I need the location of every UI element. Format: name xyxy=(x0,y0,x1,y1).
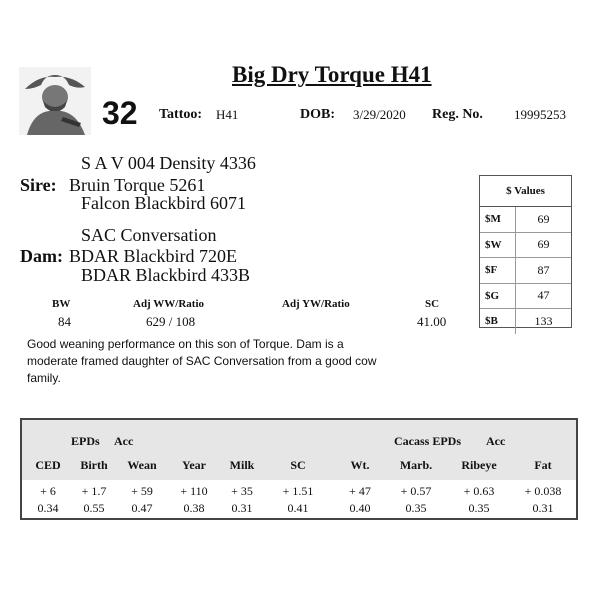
epd-column-header: SC xyxy=(290,458,306,472)
epd-value: + 1.7 xyxy=(81,484,107,498)
sire-sire: S A V 004 Density 4336 xyxy=(81,153,256,173)
epds-acc-label: Acc xyxy=(114,434,134,448)
dollar-value-name: $W xyxy=(480,233,516,258)
epd-value: + 6 xyxy=(40,484,56,498)
epd-accuracy: 0.34 xyxy=(37,501,59,515)
epd-column-header: Marb. xyxy=(399,458,433,472)
reg-no-label: Reg. No. xyxy=(432,107,483,122)
epd-accuracy: 0.55 xyxy=(83,501,105,515)
comments-text: Good weaning performance on this son of Torque. Dam is a moderate framed daughter of SAC Conversation from a good cow family. xyxy=(27,337,377,385)
epd-accuracy: 0.35 xyxy=(468,501,490,515)
adj-yw-label: Adj YW/Ratio xyxy=(282,298,350,310)
dollar-value-row xyxy=(480,258,571,284)
dollar-value: 47 xyxy=(537,288,550,303)
dollar-value-row xyxy=(480,309,571,334)
carcass-acc-label: Acc xyxy=(486,434,506,448)
epd-column-header: Wean xyxy=(127,458,157,472)
bw-value: 84 xyxy=(58,314,71,329)
epd-accuracy: 0.47 xyxy=(131,501,153,515)
epd-value: + 0.57 xyxy=(400,484,432,498)
epd-accuracy: 0.31 xyxy=(231,501,253,515)
bw-label: BW xyxy=(52,298,71,310)
epd-accuracy: 0.38 xyxy=(183,501,205,515)
dollar-values-title: $ Values xyxy=(480,176,571,207)
sire-dam: Falcon Blackbird 6071 xyxy=(81,193,246,213)
sire-label: Sire: xyxy=(20,175,57,195)
epd-column-header: Milk xyxy=(229,458,255,472)
epd-value: + 1.51 xyxy=(282,484,314,498)
epd-column-header: CED xyxy=(35,458,61,472)
epd-column-header: Year xyxy=(182,458,206,472)
tattoo-label: Tattoo: xyxy=(159,107,203,122)
dollar-value-row xyxy=(480,233,571,259)
epds-group-title: EPDs xyxy=(71,434,100,448)
adj-ww-label: Adj WW/Ratio xyxy=(133,298,204,310)
dollar-value-name: $F xyxy=(480,258,516,283)
carcass-epds-group-title: Cacass EPDs xyxy=(394,434,462,448)
dob-value: 3/29/2020 xyxy=(353,107,406,122)
epd-accuracy: 0.31 xyxy=(532,501,554,515)
epd-value: + 35 xyxy=(231,484,253,498)
epd-column-header: Fat xyxy=(534,458,552,472)
dollar-value: 69 xyxy=(537,211,550,226)
epd-accuracy: 0.41 xyxy=(287,501,309,515)
epd-value: + 0.038 xyxy=(524,484,562,498)
sc-label: SC xyxy=(425,298,440,310)
reg-no-value: 19995253 xyxy=(514,107,566,122)
epd-column-header: Wt. xyxy=(350,458,370,472)
dollar-value-name: $B xyxy=(480,309,516,334)
epd-table xyxy=(20,418,578,520)
dollar-value: 87 xyxy=(537,262,550,277)
dollar-value-name: $M xyxy=(480,207,516,232)
dollar-value-row xyxy=(480,284,571,310)
epd-value: + 110 xyxy=(180,484,208,498)
epd-value: + 0.63 xyxy=(463,484,495,498)
sc-value: 41.00 xyxy=(417,314,447,329)
dollar-value: 69 xyxy=(537,237,550,252)
epd-accuracy: 0.35 xyxy=(405,501,427,515)
dollar-values-box xyxy=(479,175,572,328)
dam-name: BDAR Blackbird 720E xyxy=(69,246,237,266)
sire-name: Bruin Torque 5261 xyxy=(69,175,206,195)
cowboy-logo xyxy=(19,67,91,135)
dollar-value-row xyxy=(480,207,571,233)
dam-sire: SAC Conversation xyxy=(81,225,217,245)
tattoo-value: H41 xyxy=(216,107,239,122)
dob-label: DOB: xyxy=(300,107,335,122)
epd-column-header: Ribeye xyxy=(461,458,497,472)
dam-dam: BDAR Blackbird 433B xyxy=(81,265,250,285)
epd-column-header: Birth xyxy=(80,458,108,472)
epd-value: + 59 xyxy=(131,484,153,498)
epd-value: + 47 xyxy=(349,484,371,498)
dollar-value-name: $G xyxy=(480,284,516,309)
dollar-value: 133 xyxy=(534,313,553,328)
adj-ww-value: 629 / 108 xyxy=(146,314,196,329)
epd-accuracy: 0.40 xyxy=(349,501,371,515)
dam-label: Dam: xyxy=(20,246,63,266)
animal-name-title: Big Dry Torque H41 xyxy=(232,62,432,87)
lot-number: 32 xyxy=(102,95,138,131)
